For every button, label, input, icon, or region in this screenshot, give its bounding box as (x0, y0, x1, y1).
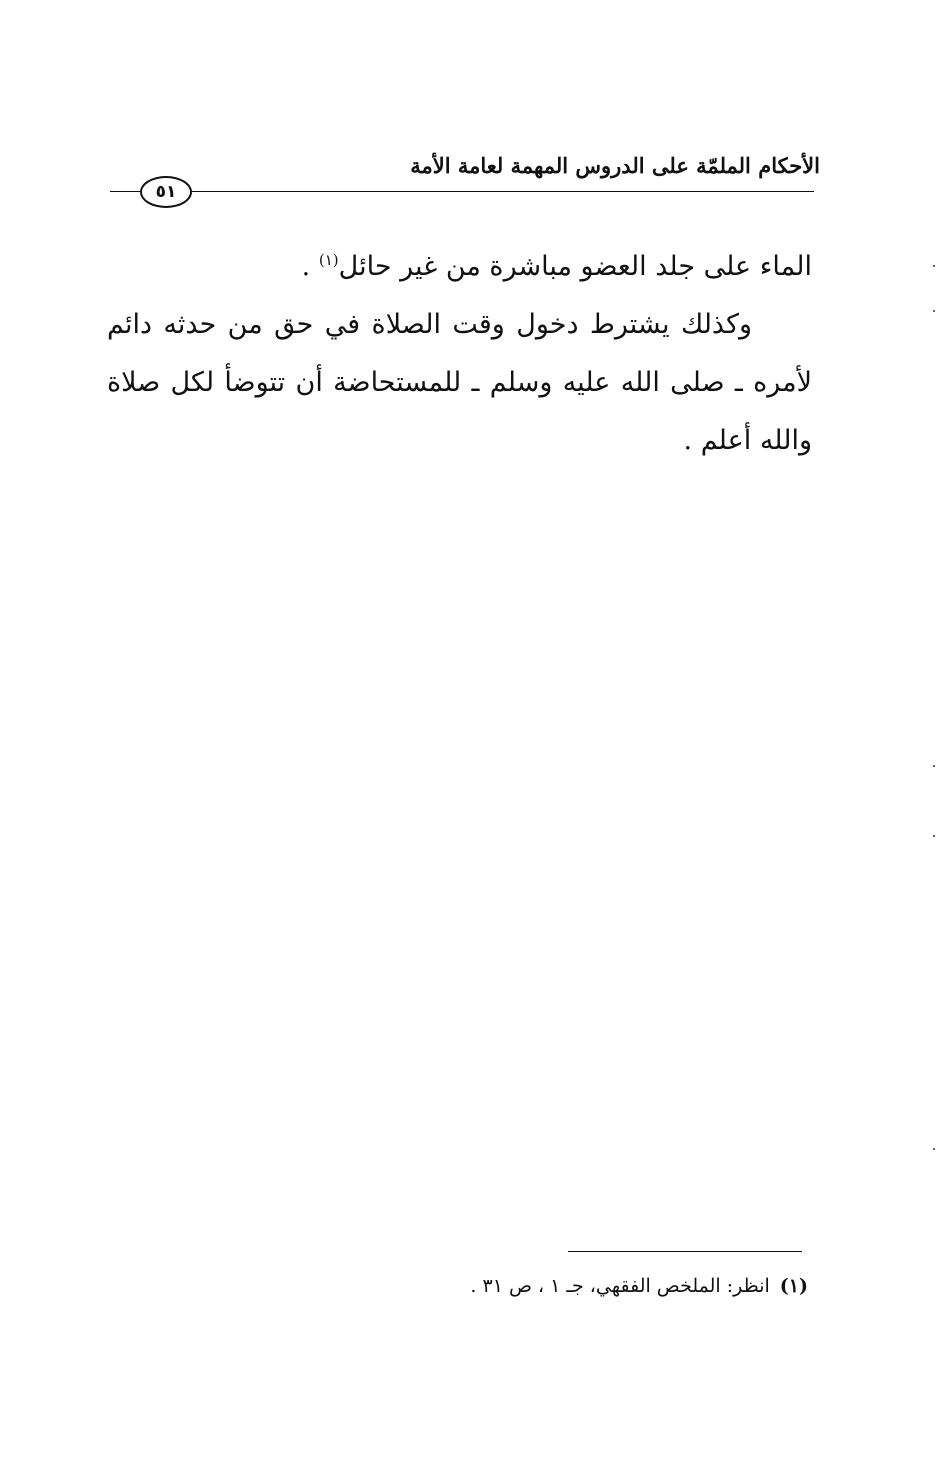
paragraph-1-text: الماء على جلد العضو مباشرة من غير حائل (338, 251, 812, 282)
paragraph-2: وكذلك يشترط دخول وقت الصلاة في حق من حدثه دائم لأمره ـ صلى الله عليه وسلم ـ للمستحاضة أن تتوضأ لكل صلاة والله أعلم . (107, 309, 812, 456)
footnote-separator (568, 1251, 802, 1252)
edge-speck (933, 310, 935, 312)
footnote-reference: (١) (318, 251, 339, 269)
paragraph-1 (107, 238, 812, 296)
paragraph-1-tail: . (301, 251, 319, 282)
edge-speck (933, 265, 935, 267)
header-rule-left (110, 191, 140, 192)
edge-speck (933, 1148, 935, 1150)
main-text (107, 238, 812, 470)
page-number: ٥١ (140, 176, 192, 208)
edge-speck (933, 765, 935, 767)
running-header-title: الأحكام الملمّة على الدروس المهمة لعامة الأمة (410, 153, 820, 178)
header-rule (192, 191, 814, 192)
footnote-text: انظر: الملخص الفقهي، جـ ١ ، ص ٣١ . (470, 1275, 770, 1297)
edge-speck (933, 835, 935, 837)
footnote-1 (208, 1266, 808, 1306)
footnote-mark: (١) (779, 1275, 808, 1297)
